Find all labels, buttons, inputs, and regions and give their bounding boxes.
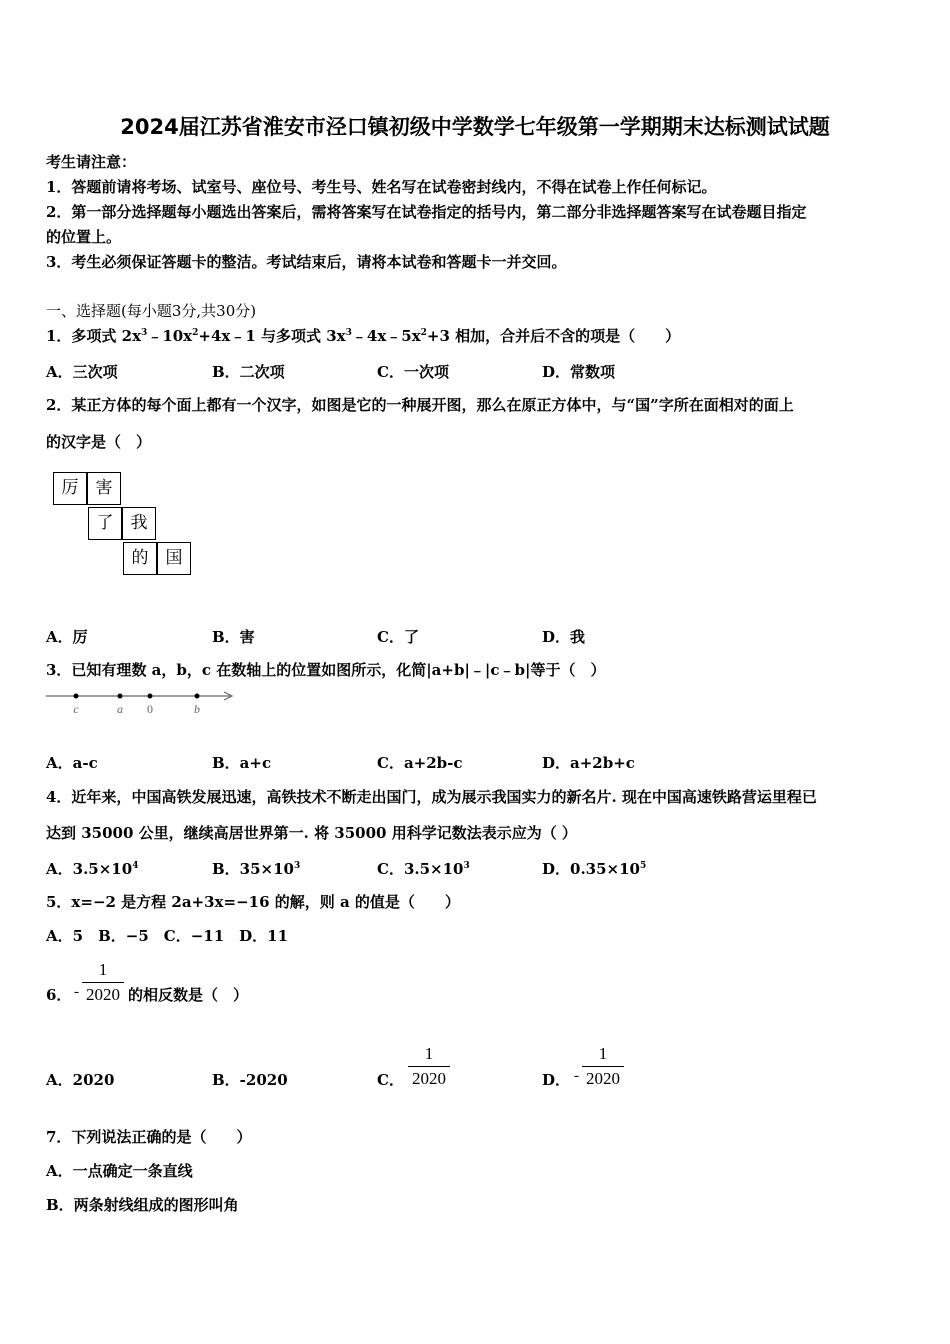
question-1-option-a: A．三次项	[46, 363, 118, 381]
question-7-option-a: A．一点确定一条直线	[46, 1162, 193, 1180]
question-6-option-a: A．2020	[46, 1071, 115, 1089]
question-3-stem: 3．已知有理数 a，b，c 在数轴上的位置如图所示，化简|a+b|﹣|c﹣b|等于（ ）	[46, 661, 606, 679]
question-2-option-c: C．了	[377, 628, 419, 646]
notice-item-1: 1．答题前请将考场、试室号、座位号、考生号、姓名写在试卷密封线内，不得在试卷上作任何标记。	[46, 178, 717, 196]
net-cell-4: 我	[122, 507, 156, 540]
question-1-option-b: B．二次项	[212, 363, 285, 381]
point-a	[118, 694, 123, 699]
question-6-option-c-fraction: 1 2020	[408, 1044, 450, 1089]
question-6-fraction: 1 2020	[82, 960, 124, 1005]
point-c	[74, 694, 79, 699]
net-cell-5: 的	[123, 542, 157, 575]
question-1-option-d: D．常数项	[542, 363, 616, 381]
notice-item-2-cont: 的位置上。	[46, 228, 122, 246]
question-1-option-c: C．一次项	[377, 363, 449, 381]
question-2-option-a: A．厉	[46, 628, 88, 646]
question-5-stem: 5．x=−2 是方程 2a+3x=−16 的解，则 a 的值是（ ）	[46, 893, 460, 911]
net-cell-1: 厉	[53, 472, 87, 505]
point-b	[195, 694, 200, 699]
question-6-number: 6．	[46, 986, 72, 1004]
question-6-stem: 的相反数是（ ）	[128, 986, 249, 1004]
point-0	[148, 694, 153, 699]
question-2-stem-line-1: 2．某正方体的每个面上都有一个汉字，如图是它的一种展开图，那么在原正方体中，与“国”字所在面相对的面上	[46, 396, 794, 414]
question-3-option-d: D．a+2b+c	[542, 754, 635, 772]
question-4-option-a: A．$3.5\times 10^4$	[46, 860, 139, 878]
net-cell-3: 了	[88, 507, 122, 540]
question-4-stem-line-2: 达到 35000 公里，继续高居世界第一. 将 35000 用科学记数法表示应为（ ）	[46, 824, 577, 842]
question-4-stem-line-1: 4．近年来，中国高铁发展迅速，高铁技术不断走出国门，成为展示我国实力的新名片. 现在中国高速铁路营运里程已	[46, 788, 817, 806]
notice-heading: 考生请注意：	[46, 153, 137, 171]
question-4-option-d: D．$0.35\times 10^5$	[542, 860, 647, 878]
page-title: 2024届江苏省淮安市泾口镇初级中学数学七年级第一学期期末达标测试试题	[120, 115, 830, 139]
number-line-figure	[44, 686, 236, 718]
question-7-option-b: B．两条射线组成的图形叫角	[46, 1196, 239, 1214]
question-2-stem-line-2: 的汉字是（ ）	[46, 433, 152, 451]
net-cell-2: 害	[87, 472, 121, 505]
label-c: c	[73, 702, 79, 716]
question-3-option-c: C．a+2b-c	[377, 754, 463, 772]
question-4-option-c: C．$3.5\times 10^3$	[377, 860, 470, 878]
question-6-minus: -	[74, 984, 79, 1000]
question-6-option-d: D．	[542, 1071, 571, 1089]
question-6-option-d-fraction: 1 2020	[582, 1044, 624, 1089]
question-7-stem: 7．下列说法正确的是（ ）	[46, 1128, 252, 1146]
notice-item-2: 2．第一部分选择题每小题选出答案后，需将答案写在试卷指定的括号内，第二部分非选择题答案写在试卷题目指定	[46, 203, 807, 221]
question-1-stem: 1．多项式 $2x^3﹣10x^2+4x﹣1$ 与多项式 $3x^3﹣4x﹣5x^2+3$ 相加，合并后不含的项是（ ）	[46, 327, 681, 345]
question-2-option-b: B．害	[212, 628, 255, 646]
section-heading: 一、选择题(每小题3分,共30分)	[46, 302, 257, 320]
question-6-option-c: C．	[377, 1071, 404, 1089]
question-4-option-b: B．$35\times 10^3$	[212, 860, 301, 878]
question-2-option-d: D．我	[542, 628, 586, 646]
net-cell-6: 国	[157, 542, 191, 575]
question-5-options: A．5 B．−5 C．−11 D．11	[46, 927, 289, 945]
question-3-option-a: A．a-c	[46, 754, 98, 772]
question-6-option-b: B．-2020	[212, 1071, 288, 1089]
question-6-option-d-minus: -	[574, 1068, 579, 1084]
question-3-option-b: B．a+c	[212, 754, 272, 772]
label-0: 0	[147, 702, 153, 716]
notice-item-3: 3．考生必须保证答题卡的整洁。考试结束后，请将本试卷和答题卡一并交回。	[46, 253, 567, 271]
label-b: b	[194, 702, 200, 716]
label-a: a	[117, 702, 123, 716]
